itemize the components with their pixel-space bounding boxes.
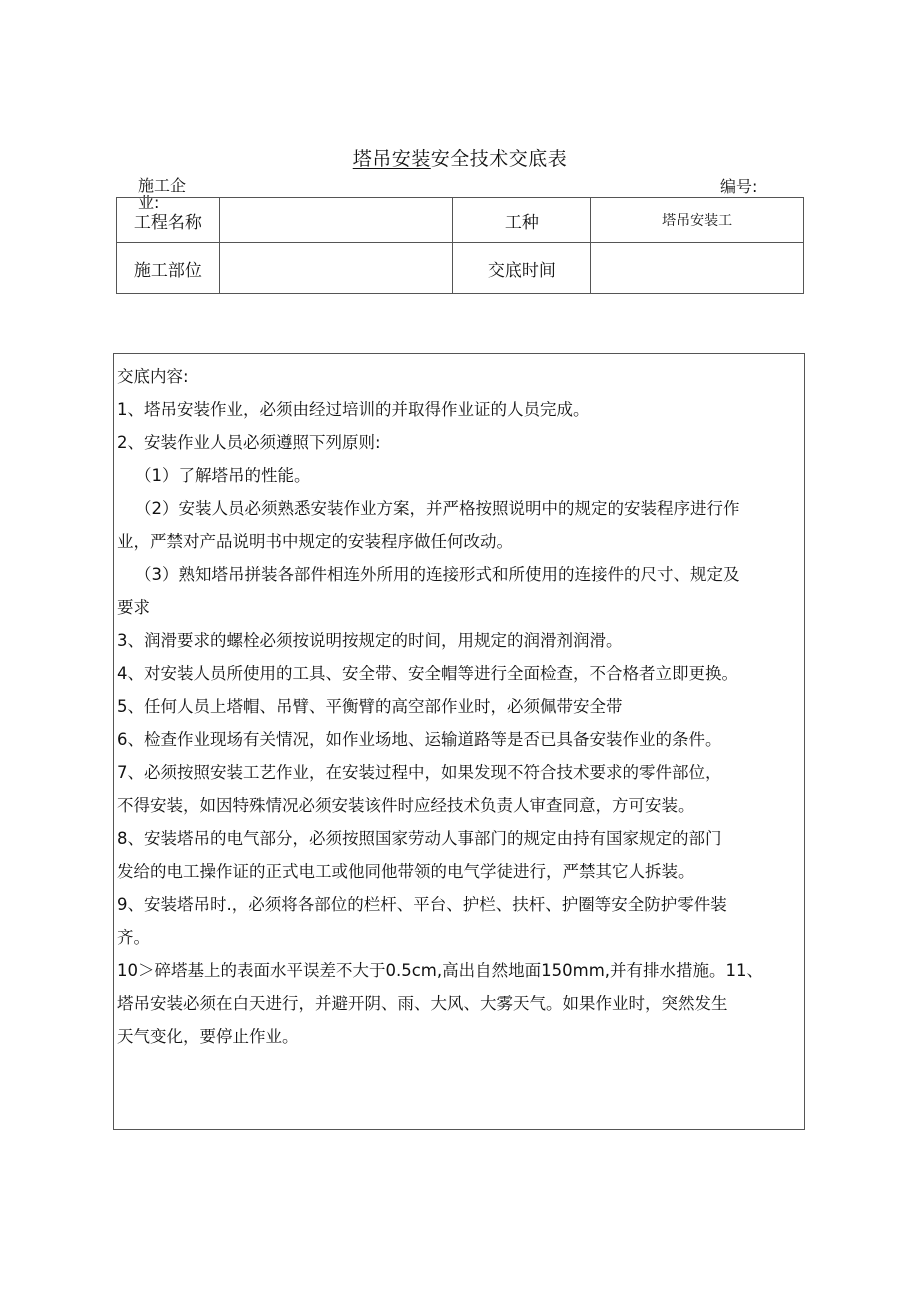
page-title [0, 144, 920, 171]
title-underlined-part: 塔吊安装 [352, 148, 431, 170]
content-line: 9、安装塔吊时.，必须将各部位的栏杆、平台、护栏、扶杆、护圈等安全防护零件装 [117, 895, 727, 914]
time-label: 交底时间 [453, 243, 591, 294]
time-field[interactable] [591, 243, 804, 294]
content-line: 要求 [117, 598, 150, 617]
content-line: 业，严禁对产品说明书中规定的安装程序做任何改动。 [117, 532, 513, 551]
content-line: 5、任何人员上塔帽、吊臂、平衡臂的高空部作业时，必须佩带安全带 [117, 697, 623, 716]
content-line: 3、润滑要求的螺栓必须按说明按规定的时间，用规定的润滑剂润滑。 [117, 631, 623, 650]
project-name-field[interactable] [219, 198, 453, 243]
project-name-label: 工程名称 [117, 198, 220, 243]
table-row [117, 243, 804, 294]
location-field[interactable] [219, 243, 453, 294]
table-row [117, 198, 804, 243]
content-line: 齐。 [117, 928, 150, 947]
content-line: 1、塔吊安装作业，必须由经过培训的并取得作业证的人员完成。 [117, 400, 590, 419]
content-text [113, 360, 805, 1053]
info-table [116, 197, 804, 294]
title-rest: 安全技术交底表 [430, 148, 568, 170]
trade-label: 工种 [453, 198, 591, 243]
content-line: 10＞碎塔基上的表面水平误差不大于0.5cm,高出自然地面150mm,并有排水措施。11、 [117, 961, 764, 980]
content-line: 天气变化，要停止作业。 [117, 1027, 299, 1046]
content-line: 塔吊安装必须在白天进行，并避开阴、雨、大风、大雾天气。如果作业时，突然发生 [117, 994, 728, 1013]
location-label: 施工部位 [117, 243, 220, 294]
content-line: 8、安装塔吊的电气部分，必须按照国家劳动人事部门的规定由持有国家规定的部门 [117, 829, 722, 848]
content-line: 交底内容: [117, 367, 189, 386]
trade-field[interactable]: 塔吊安装工 [591, 198, 804, 243]
content-line: 发给的电工操作证的正式电工或他同他带领的电气学徒进行，严禁其它人拆装。 [117, 862, 695, 881]
content-line: 6、检查作业现场有关情况，如作业场地、运输道路等是否已具备安装作业的条件。 [117, 730, 722, 749]
content-line: 不得安装，如因特殊情况必须安装该件时应经技术负责人审查同意，方可安装。 [117, 796, 695, 815]
company-label: 施工企 [138, 176, 187, 195]
content-line: （3）熟知塔吊拼装各部件相连外所用的连接形式和所使用的连接件的尺寸、规定及 [135, 565, 740, 584]
content-line: 4、对安装人员所使用的工具、安全带、安全帽等进行全面检查，不合格者立即更换。 [117, 664, 738, 683]
content-line: 7、必须按照安装工艺作业，在安装过程中，如果发现不符合技术要求的零件部位， [117, 763, 722, 782]
content-line: （2）安装人员必须熟悉安装作业方案，并严格按照说明中的规定的安装程序进行作 [135, 499, 740, 518]
content-line: （1）了解塔吊的性能。 [135, 466, 311, 485]
number-label: 编号: [720, 177, 758, 196]
company-label-cont: 业: [138, 193, 160, 212]
content-line: 2、安装作业人员必须遵照下列原则: [117, 433, 381, 452]
